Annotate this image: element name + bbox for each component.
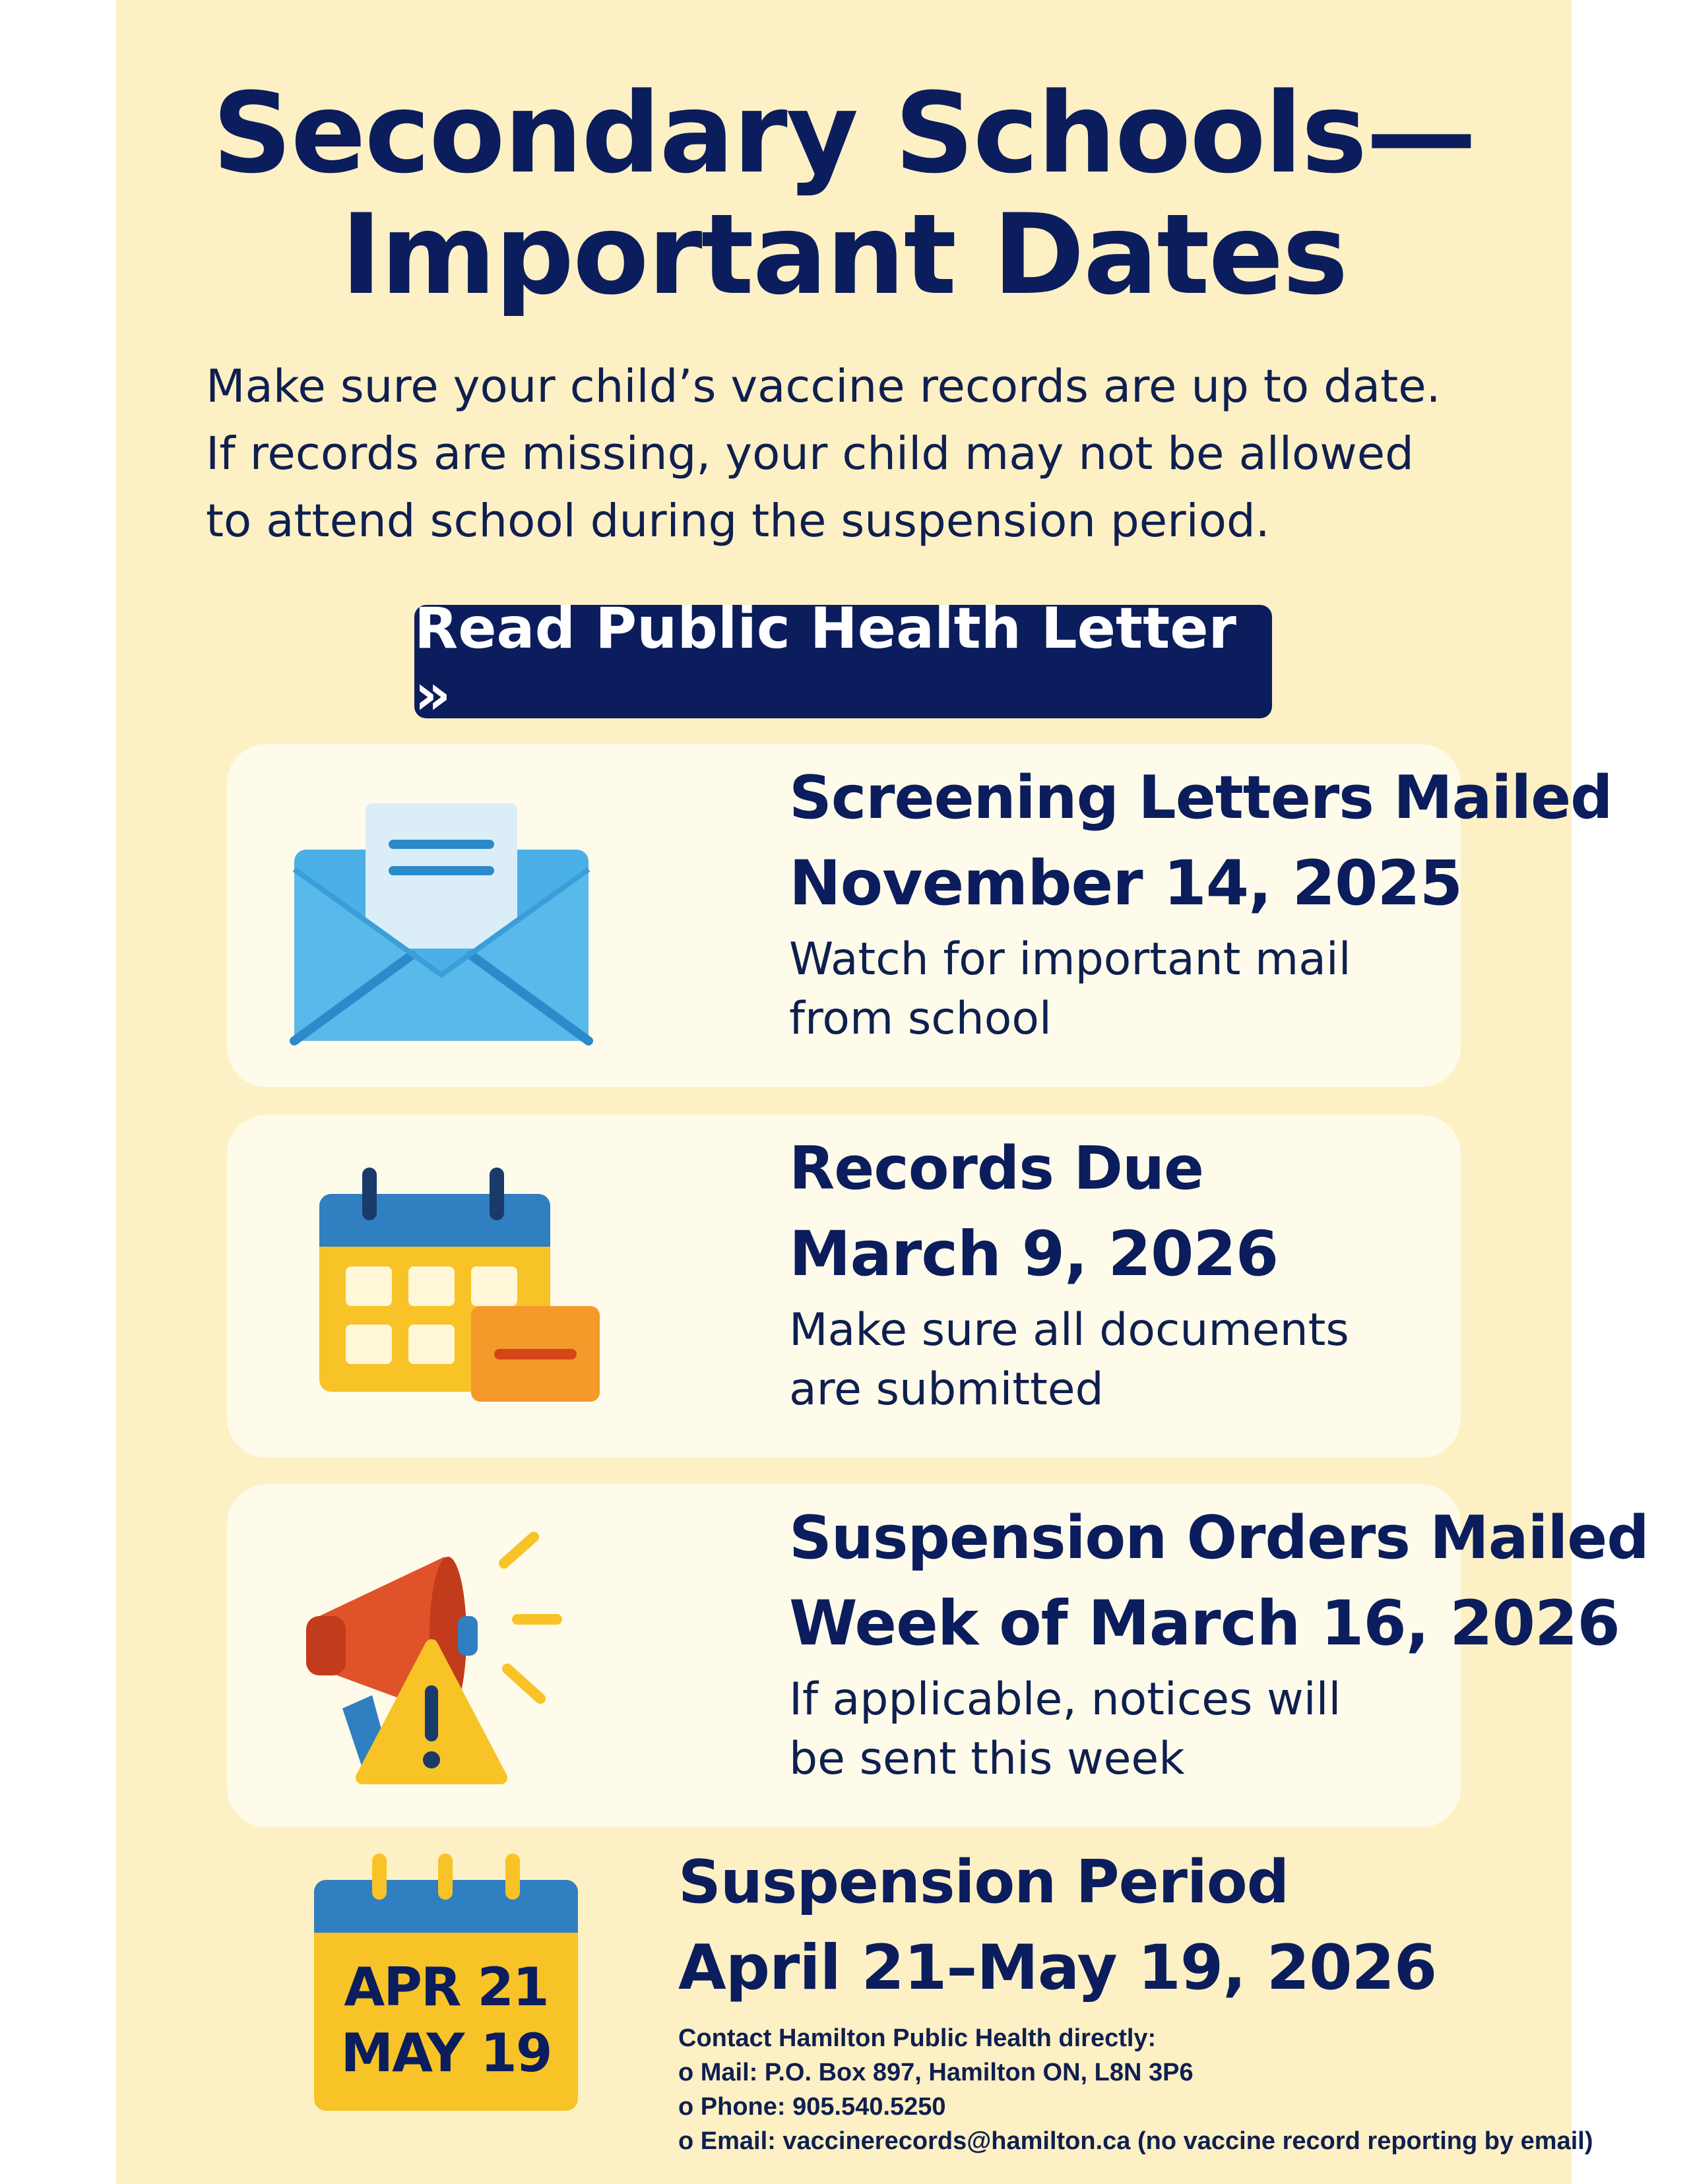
suspension-heading: Suspension Period xyxy=(678,1848,1289,1917)
card-suspension-orders xyxy=(227,1484,1649,1827)
intro-line-2: If records are missing, your child may not be allowed xyxy=(206,427,1414,480)
suspension-date: April 21–May 19, 2026 xyxy=(678,1932,1437,2004)
contact-phone: o Phone: 905.540.5250 xyxy=(678,2093,946,2121)
card-records-due xyxy=(227,1115,1461,1458)
calendar-end-label: MAY 19 xyxy=(340,2022,552,2084)
suspension-period-section xyxy=(116,1827,1593,2183)
card-text xyxy=(789,1127,1455,1420)
card-description: Watch for important mail from school xyxy=(789,933,1351,1045)
card-text xyxy=(789,1496,1649,1789)
card-heading: Screening Letters Mailed xyxy=(789,763,1612,832)
contact-mail: o Mail: P.O. Box 897, Hamilton ON, L8N 3P6 xyxy=(678,2059,1194,2086)
contact-email[interactable]: o Email: vaccinerecords@hamilton.ca (no vaccine record reporting by email) xyxy=(678,2127,1593,2155)
calendar-icon xyxy=(280,1148,610,1425)
card-date: March 9, 2026 xyxy=(789,1218,1279,1290)
suspension-text xyxy=(678,1840,1593,2158)
intro-text xyxy=(206,353,1525,555)
card-description: If applicable, notices will be sent this week xyxy=(789,1673,1341,1785)
envelope-icon xyxy=(280,777,610,1054)
title-line-1: Secondary Schools— xyxy=(212,69,1476,198)
intro-line-3: to attend school during the suspension period. xyxy=(206,495,1270,547)
title-line-2: Important Dates xyxy=(340,190,1347,319)
card-date: Week of March 16, 2026 xyxy=(789,1588,1620,1660)
intro-line-1: Make sure your child’s vaccine records are up to date. xyxy=(206,360,1441,413)
card-heading: Suspension Orders Mailed xyxy=(789,1503,1649,1573)
card-screening-letters xyxy=(227,744,1612,1087)
calendar-start-label: APR 21 xyxy=(344,1956,548,2018)
page-title xyxy=(116,69,1572,319)
card-text xyxy=(789,756,1612,1049)
calendar-range-icon xyxy=(314,1854,591,2117)
read-letter-button[interactable]: Read Public Health Letter » xyxy=(414,605,1272,718)
card-heading: Records Due xyxy=(789,1134,1204,1203)
poster xyxy=(116,0,1649,2184)
card-date: November 14, 2025 xyxy=(789,848,1463,920)
contact-intro: Contact Hamilton Public Health directly: xyxy=(678,2024,1157,2052)
contact-info xyxy=(678,2021,1593,2158)
card-description: Make sure all documents are submitted xyxy=(789,1304,1349,1416)
megaphone-warning-icon xyxy=(280,1517,610,1794)
